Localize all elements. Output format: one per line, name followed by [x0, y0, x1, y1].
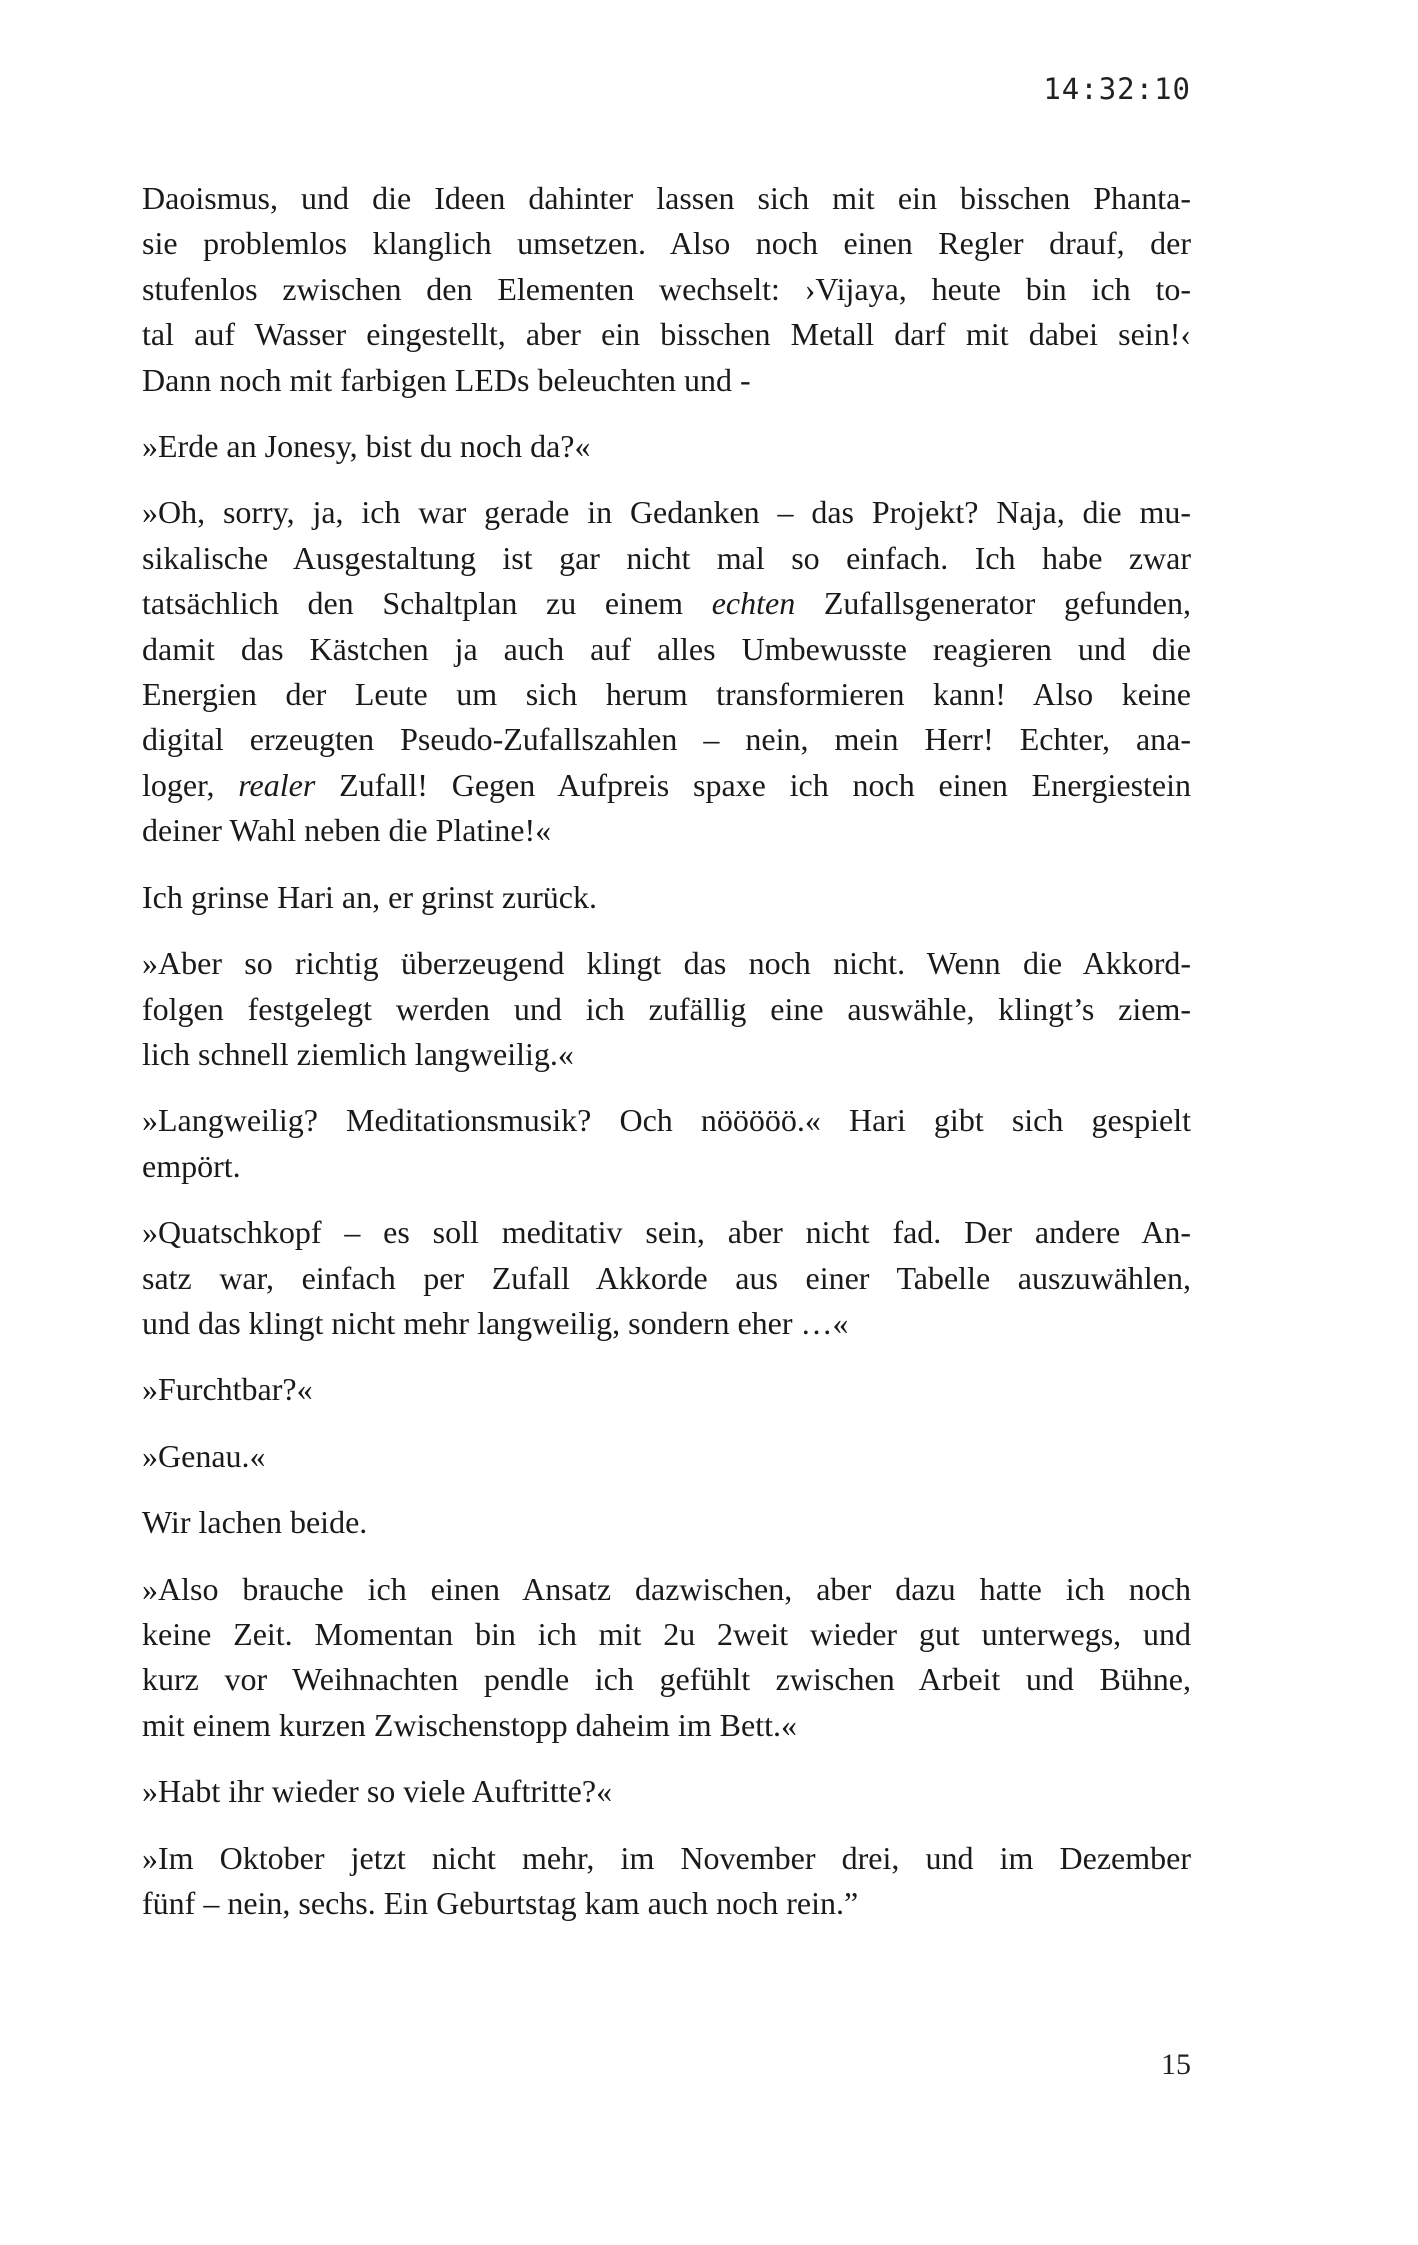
text-line: Energien der Leute um sich herum transformieren kann! Also keine — [142, 676, 1191, 713]
text-line: folgen festgelegt werden und ich zufällig eine auswähle, klingt’s ziem- — [142, 990, 1191, 1027]
italic-text: realer — [238, 766, 316, 803]
text-segment: Zufallsgenerator gefunden, — [795, 585, 1191, 622]
italic-text: echten — [711, 585, 796, 622]
text-line: kurz vor Weihnachten pendle ich gefühlt zwischen Arbeit und Bühne, — [142, 1661, 1191, 1698]
text-line — [142, 581, 1191, 626]
text-segment: tatsächlich den Schaltplan zu einem — [142, 585, 712, 622]
text-line: »Also brauche ich einen Ansatz dazwischen, aber dazu hatte ich noch — [142, 1570, 1191, 1607]
text-line: satz war, einfach per Zufall Akkorde aus einer Tabelle auszuwählen, — [142, 1259, 1191, 1296]
paragraph — [142, 424, 1191, 469]
text-line: Ich grinse Hari an, er grinst zurück. — [142, 878, 597, 915]
text-line: Wir lachen beide. — [142, 1504, 368, 1541]
paragraph — [142, 1769, 1191, 1814]
paragraph — [142, 875, 1191, 920]
text-line: und das klingt nicht mehr langweilig, sondern eher …« — [142, 1304, 849, 1341]
text-line: mit einem kurzen Zwischenstopp daheim im Bett.« — [142, 1706, 797, 1743]
text-line: sie problemlos klanglich umsetzen. Also noch einen Regler drauf, der — [142, 225, 1191, 262]
paragraph — [142, 941, 1191, 1077]
text-line: empört. — [142, 1147, 241, 1184]
text-line: digital erzeugten Pseudo-Zufallszahlen – nein, mein Herr! Echter, ana- — [142, 721, 1191, 758]
text-line: Daoismus, und die Ideen dahinter lassen sich mit ein bisschen Phanta- — [142, 180, 1191, 216]
text-line: »Oh, sorry, ja, ich war gerade in Gedanken – das Projekt? Naja, die mu- — [142, 494, 1191, 531]
paragraph — [142, 1434, 1191, 1479]
text-line: »Langweilig? Meditationsmusik? Och nööööö.« Hari gibt sich gespielt — [142, 1102, 1191, 1139]
text-segment: Zufall! Gegen Aufpreis spaxe ich noch einen Energiestein — [315, 766, 1192, 803]
text-line: »Habt ihr wieder so viele Auftritte?« — [142, 1773, 613, 1810]
paragraph — [142, 490, 1191, 853]
paragraph — [142, 1836, 1191, 1927]
paragraph — [142, 1567, 1191, 1749]
paragraph — [142, 1500, 1191, 1545]
text-line: damit das Kästchen ja auch auf alles Umbewusste reagieren und die — [142, 630, 1191, 667]
paragraph — [142, 1210, 1191, 1346]
text-segment: loger, — [142, 766, 239, 803]
text-line: fünf – nein, sechs. Ein Geburtstag kam auch noch rein.” — [142, 1885, 859, 1921]
text-line: »Aber so richtig überzeugend klingt das noch nicht. Wenn die Akkord- — [142, 945, 1191, 982]
text-line: »Quatschkopf – es soll meditativ sein, aber nicht fad. Der andere An- — [142, 1214, 1191, 1251]
paragraph — [142, 1098, 1191, 1189]
text-line — [142, 763, 1191, 808]
text-line: »Genau.« — [142, 1437, 266, 1474]
timestamp: 14:32:10 — [1043, 72, 1191, 106]
text-line: »Furchtbar?« — [142, 1371, 313, 1408]
text-line: deiner Wahl neben die Platine!« — [142, 812, 552, 849]
text-line: stufenlos zwischen den Elementen wechselt: ›Vijaya, heute bin ich to- — [142, 270, 1191, 307]
text-line: keine Zeit. Momentan bin ich mit 2u 2weit wieder gut unterwegs, und — [142, 1615, 1191, 1652]
text-line: Dann noch mit farbigen LEDs beleuchten und - — [142, 361, 751, 398]
paragraph — [142, 176, 1191, 403]
text-line: »Erde an Jonesy, bist du noch da?« — [142, 428, 591, 465]
page-number: 15 — [1161, 2048, 1191, 2081]
text-line: lich schnell ziemlich langweilig.« — [142, 1035, 574, 1072]
paragraph — [142, 1367, 1191, 1412]
body-text — [142, 176, 1191, 1947]
text-line: sikalische Ausgestaltung ist gar nicht mal so einfach. Ich habe zwar — [142, 539, 1191, 576]
text-line: »Im Oktober jetzt nicht mehr, im November drei, und im Dezember — [142, 1839, 1191, 1876]
text-line: tal auf Wasser eingestellt, aber ein bisschen Metall darf mit dabei sein!‹ — [142, 316, 1191, 353]
